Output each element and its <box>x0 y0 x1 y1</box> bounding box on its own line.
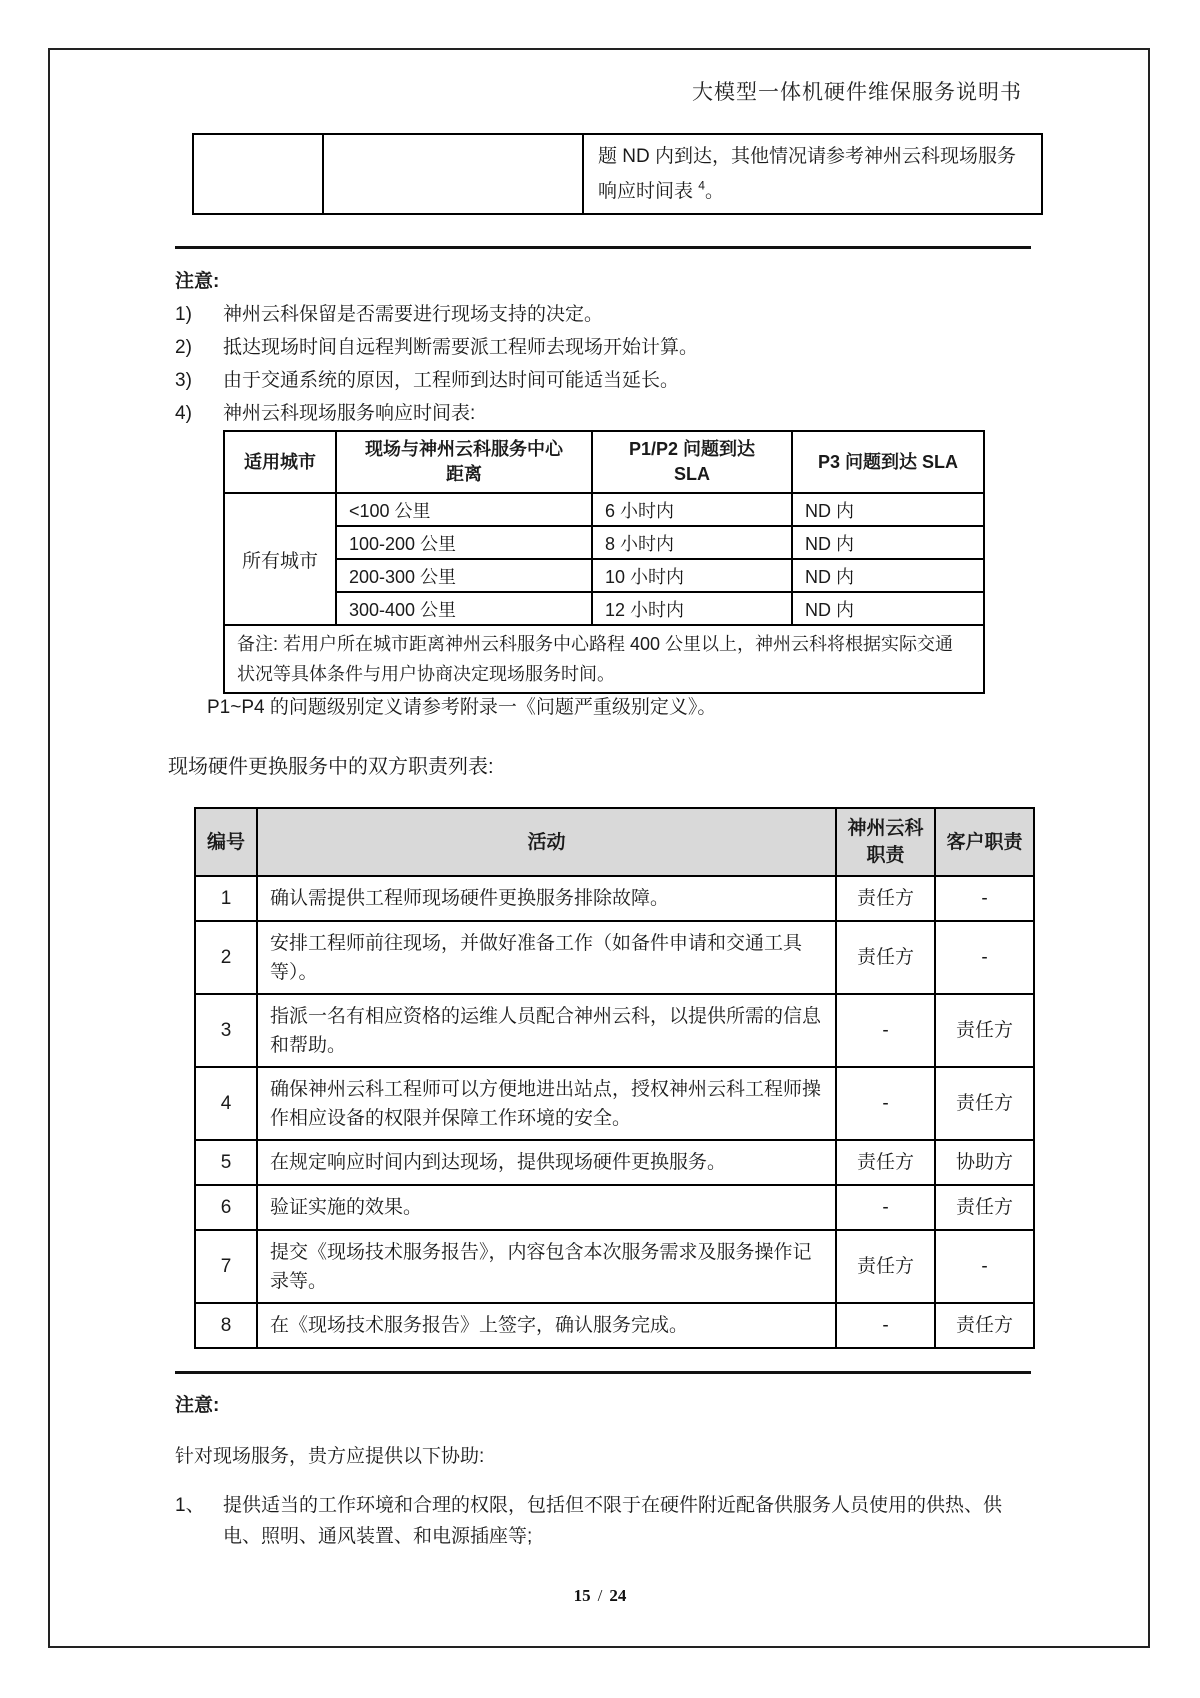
table-row <box>224 559 984 592</box>
resp-no-cell: 1 <box>195 876 257 921</box>
note-item-number: 3) <box>175 370 192 391</box>
note-item-number: 4) <box>175 403 192 424</box>
resp-activity-cell: 在规定响应时间内到达现场，提供现场硬件更换服务。 <box>257 1140 836 1185</box>
resp-activity-cell: 验证实施的效果。 <box>257 1185 836 1230</box>
sla-distance-cell: 300-400 公里 <box>336 592 592 625</box>
footnote-superscript: 4 <box>698 178 705 193</box>
table-row <box>195 876 1034 921</box>
sla-p3-cell: ND 内 <box>792 592 984 625</box>
table-row <box>195 1140 1034 1185</box>
note-item-number: 2) <box>175 337 192 358</box>
note-item-text: 由于交通系统的原因，工程师到达时间可能适当延长。 <box>223 370 680 391</box>
continuation-table <box>192 133 1043 215</box>
sla-remark-cell: 备注: 若用户所在城市距离神州云科服务中心路程 400 公里以上，神州云科将根据实际交通状况等具体条件与用户协商决定现场服务时间。 <box>224 625 984 693</box>
continuation-text: 题 ND 内到达，其他情况请参考神州云科现场服务响应时间表 <box>598 146 1017 203</box>
table-header-row <box>224 431 984 493</box>
page-number-separator: / <box>597 1586 603 1605</box>
resp-activity-cell: 指派一名有相应资格的运维人员配合神州云科，以提供所需的信息和帮助。 <box>257 994 836 1067</box>
table-row <box>224 625 984 693</box>
resp-no-cell: 8 <box>195 1303 257 1348</box>
sla-city-cell: 所有城市 <box>224 493 336 625</box>
resp-customer-cell: 责任方 <box>935 1185 1034 1230</box>
resp-no-cell: 2 <box>195 921 257 994</box>
resp-customer-cell: 责任方 <box>935 994 1034 1067</box>
resp-header-activity: 活动 <box>257 808 836 876</box>
notes-label: 注意: <box>175 271 220 292</box>
note-item-text: 提供适当的工作环境和合理的权限，包括但不限于在硬件附近配备供服务人员使用的供热、供电、照明、通风装置、和电源插座等; <box>223 1495 1003 1547</box>
sla-p3-cell: ND 内 <box>792 559 984 592</box>
table-row <box>224 526 984 559</box>
table-header-row <box>195 808 1034 876</box>
sla-p1p2-cell: 10 小时内 <box>592 559 792 592</box>
table-row <box>195 994 1034 1067</box>
resp-vendor-cell: - <box>836 994 935 1067</box>
sla-distance-cell: 100-200 公里 <box>336 526 592 559</box>
continuation-cell-3 <box>583 134 1042 214</box>
page-number: 15 <box>573 1586 591 1605</box>
table-row <box>224 592 984 625</box>
resp-activity-cell: 在《现场技术服务报告》上签字，确认服务完成。 <box>257 1303 836 1348</box>
resp-vendor-cell: - <box>836 1303 935 1348</box>
responsibilities-table <box>194 807 1035 1349</box>
resp-vendor-cell: - <box>836 1185 935 1230</box>
table-row <box>195 1185 1034 1230</box>
header-line: 距离 <box>446 464 482 484</box>
header-line: 职责 <box>866 845 905 866</box>
continuation-cell-1 <box>193 134 323 214</box>
resp-vendor-cell: 责任方 <box>836 921 935 994</box>
note-item-text: 抵达现场时间自远程判断需要派工程师去现场开始计算。 <box>223 337 699 358</box>
resp-no-cell: 4 <box>195 1067 257 1140</box>
resp-vendor-cell: 责任方 <box>836 1230 935 1303</box>
resp-header-no: 编号 <box>195 808 257 876</box>
resp-vendor-cell: 责任方 <box>836 876 935 921</box>
note-item-number: 1、 <box>175 1495 205 1516</box>
table-row <box>195 1230 1034 1303</box>
note-item-4 <box>175 403 1035 425</box>
resp-header-vendor <box>836 808 935 876</box>
sla-p3-cell: ND 内 <box>792 493 984 526</box>
p1p4-definition-note: P1~P4 的问题级别定义请参考附录一《问题严重级别定义》。 <box>207 697 717 718</box>
table-row <box>195 1067 1034 1140</box>
note-item-1 <box>175 1490 1035 1552</box>
resp-no-cell: 6 <box>195 1185 257 1230</box>
table-row <box>193 134 1042 214</box>
sla-header-p3: P3 问题到达 SLA <box>792 431 984 493</box>
resp-activity-cell: 提交《现场技术服务报告》，内容包含本次服务需求及服务操作记录等。 <box>257 1230 836 1303</box>
sla-header-city: 适用城市 <box>224 431 336 493</box>
section-divider-line <box>175 1371 1031 1374</box>
table-row <box>195 921 1034 994</box>
document-header-title: 大模型一体机硬件维保服务说明书 <box>692 80 1022 104</box>
section-divider-line <box>175 246 1031 249</box>
page-footer <box>0 1586 1200 1606</box>
sla-p1p2-cell: 8 小时内 <box>592 526 792 559</box>
notes-intro-text: 针对现场服务，贵方应提供以下协助: <box>175 1446 485 1467</box>
header-line: 现场与神州云科服务中心 <box>365 439 563 459</box>
resp-customer-cell: 责任方 <box>935 1067 1034 1140</box>
sla-distance-cell: <100 公里 <box>336 493 592 526</box>
resp-no-cell: 7 <box>195 1230 257 1303</box>
header-line: P1/P2 问题到达 <box>628 439 756 459</box>
sla-distance-cell: 200-300 公里 <box>336 559 592 592</box>
resp-activity-cell: 确保神州云科工程师可以方便地进出站点，授权神州云科工程师操作相应设备的权限并保障工作环境的安全。 <box>257 1067 836 1140</box>
resp-vendor-cell: - <box>836 1067 935 1140</box>
sla-p3-cell: ND 内 <box>792 526 984 559</box>
note-item-text: 神州云科保留是否需要进行现场支持的决定。 <box>223 304 604 325</box>
notes-section-2 <box>175 1390 1035 1552</box>
page-total: 24 <box>609 1586 627 1605</box>
sla-response-time-table <box>223 430 985 694</box>
resp-customer-cell: - <box>935 921 1034 994</box>
section-heading: 现场硬件更换服务中的双方职责列表: <box>168 756 494 778</box>
note-item-number: 1) <box>175 304 192 325</box>
resp-customer-cell: - <box>935 1230 1034 1303</box>
resp-customer-cell: 协助方 <box>935 1140 1034 1185</box>
table-row <box>224 493 984 526</box>
resp-vendor-cell: 责任方 <box>836 1140 935 1185</box>
note-item-2 <box>175 337 1035 359</box>
continuation-tail: 。 <box>704 181 724 203</box>
note-item-3 <box>175 370 1035 392</box>
sla-p1p2-cell: 6 小时内 <box>592 493 792 526</box>
sla-header-distance <box>336 431 592 493</box>
resp-no-cell: 5 <box>195 1140 257 1185</box>
sla-p1p2-cell: 12 小时内 <box>592 592 792 625</box>
notes-label: 注意: <box>175 1395 220 1416</box>
note-item-1 <box>175 304 1035 326</box>
sla-header-p1p2 <box>592 431 792 493</box>
header-line: SLA <box>674 464 710 484</box>
resp-header-customer: 客户职责 <box>935 808 1034 876</box>
notes-section-1 <box>175 266 1035 425</box>
continuation-cell-2 <box>323 134 583 214</box>
resp-activity-cell: 安排工程师前往现场，并做好准备工作（如备件申请和交通工具等）。 <box>257 921 836 994</box>
resp-no-cell: 3 <box>195 994 257 1067</box>
table-row <box>195 1303 1034 1348</box>
note-item-text: 神州云科现场服务响应时间表: <box>223 403 476 424</box>
resp-activity-cell: 确认需提供工程师现场硬件更换服务排除故障。 <box>257 876 836 921</box>
resp-customer-cell: 责任方 <box>935 1303 1034 1348</box>
resp-customer-cell: - <box>935 876 1034 921</box>
header-line: 神州云科 <box>847 818 924 839</box>
